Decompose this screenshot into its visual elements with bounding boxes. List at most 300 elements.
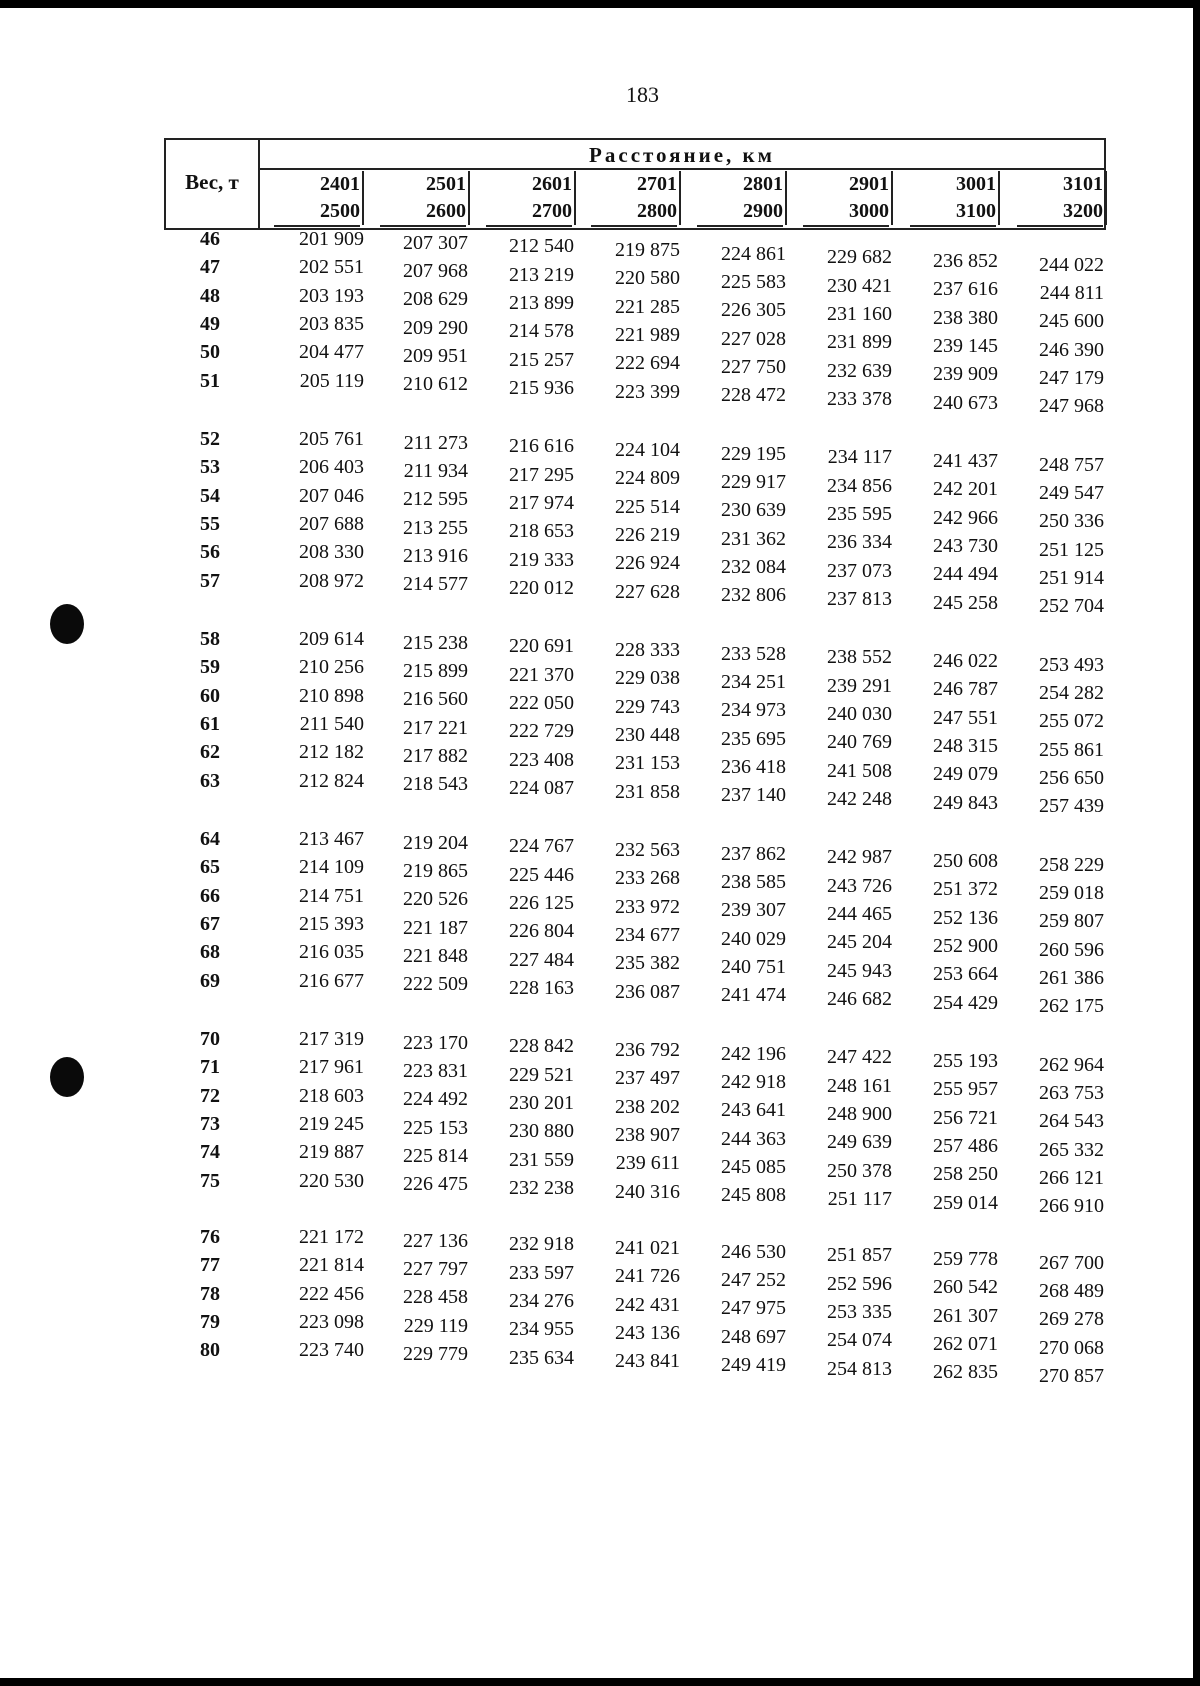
- rate-cell: 260 542: [933, 1276, 998, 1299]
- rate-cell: 228 333: [615, 639, 680, 662]
- weight-cell: 50: [200, 341, 220, 364]
- rate-cell: 234 276: [509, 1289, 574, 1312]
- rate-cell: 205 761: [299, 428, 364, 450]
- rate-cell: 255 861: [1039, 738, 1104, 761]
- rate-cell: 217 961: [299, 1056, 364, 1079]
- weight-cell: 63: [200, 769, 220, 792]
- rate-cell: 242 918: [721, 1071, 786, 1094]
- rate-cell: 240 029: [721, 927, 786, 950]
- rate-cell: 207 968: [403, 259, 468, 282]
- rate-cell: 248 161: [827, 1074, 892, 1097]
- rate-cell: 209 951: [403, 344, 468, 367]
- rate-cell: 241 726: [615, 1265, 680, 1288]
- range-to: 2700: [486, 198, 572, 227]
- rate-cell: 253 493: [1039, 653, 1104, 676]
- rate-cell: 217 882: [403, 744, 468, 767]
- rate-cell: 243 136: [615, 1321, 680, 1344]
- weight-cell: 67: [200, 912, 220, 935]
- rate-cell: 261 307: [933, 1304, 998, 1327]
- rate-cell: 212 824: [299, 769, 364, 792]
- rate-cell: 205 119: [299, 369, 364, 392]
- rate-cell: 245 258: [933, 591, 998, 614]
- rate-cell: 213 255: [403, 516, 468, 539]
- rate-cell: 203 835: [299, 312, 364, 335]
- weight-cell: 66: [200, 884, 220, 907]
- rate-cell: 238 202: [615, 1095, 680, 1118]
- rate-cell: 212 540: [509, 235, 574, 258]
- rate-cell: 220 580: [615, 267, 680, 290]
- distance-range-0: [274, 171, 364, 225]
- distance-range-7: [1017, 171, 1107, 225]
- rate-cell: 232 806: [721, 584, 786, 607]
- rate-cell: 224 087: [509, 776, 574, 799]
- document-page: [0, 8, 1193, 1678]
- rate-cell: 226 219: [615, 523, 680, 546]
- weight-cell: 73: [200, 1112, 220, 1135]
- rate-cell: 239 307: [721, 899, 786, 922]
- rate-cell: 250 336: [1039, 510, 1104, 533]
- rate-cell: 222 050: [509, 691, 574, 714]
- rate-cell: 206 403: [299, 456, 364, 479]
- rate-cell: 244 363: [721, 1127, 786, 1150]
- rate-cell: 228 472: [721, 384, 786, 407]
- rate-cell: 231 899: [827, 331, 892, 354]
- rate-cell: 248 315: [933, 735, 998, 758]
- rate-cell: 234 955: [509, 1318, 574, 1341]
- rate-cell: 221 172: [299, 1226, 364, 1248]
- rate-cell: 236 418: [721, 755, 786, 778]
- rate-cell: 225 446: [509, 863, 574, 886]
- rate-cell: 215 238: [403, 631, 468, 654]
- rate-cell: 233 597: [509, 1261, 574, 1284]
- rate-cell: 209 290: [403, 316, 468, 339]
- rate-cell: 224 809: [615, 467, 680, 490]
- rate-cell: 246 787: [933, 678, 998, 701]
- weight-cell: 80: [200, 1339, 220, 1362]
- rate-cell: 262 964: [1039, 1053, 1104, 1076]
- rate-cell: 219 875: [615, 239, 680, 262]
- rate-cell: 262 175: [1039, 995, 1104, 1018]
- rate-cell: 249 079: [933, 763, 998, 786]
- rate-cell: 238 585: [721, 871, 786, 894]
- rate-cell: 213 899: [509, 291, 574, 314]
- rate-cell: 251 117: [827, 1187, 892, 1210]
- rate-cell: 230 639: [721, 499, 786, 522]
- weight-cell: 78: [200, 1282, 220, 1305]
- rate-cell: 208 972: [299, 569, 364, 592]
- rate-cell: 226 804: [509, 920, 574, 943]
- rate-cell: 244 811: [1039, 282, 1104, 305]
- rate-cell: 227 028: [721, 327, 786, 350]
- rate-cell: 242 431: [615, 1293, 680, 1316]
- rate-cell: 216 560: [403, 688, 468, 711]
- rate-cell: 235 695: [721, 727, 786, 750]
- rate-cell: 247 252: [721, 1269, 786, 1292]
- rate-cell: 248 697: [721, 1325, 786, 1348]
- rate-cell: 227 750: [721, 355, 786, 378]
- rate-cell: 257 439: [1039, 795, 1104, 818]
- rate-cell: 237 862: [721, 842, 786, 865]
- rate-cell: 234 973: [721, 699, 786, 722]
- rate-cell: 252 704: [1039, 595, 1104, 618]
- rate-cell: 227 797: [403, 1257, 468, 1280]
- rate-cell: 267 700: [1039, 1251, 1104, 1274]
- rate-cell: 220 526: [403, 888, 468, 911]
- rate-cell: 262 835: [933, 1361, 998, 1384]
- rate-cell: 242 196: [721, 1042, 786, 1065]
- rate-cell: 208 629: [403, 288, 468, 311]
- rate-cell: 246 390: [1039, 338, 1104, 361]
- weight-cell: 53: [200, 456, 220, 479]
- weight-cell: 79: [200, 1310, 220, 1333]
- rate-cell: 233 972: [615, 895, 680, 918]
- rate-cell: 219 333: [509, 548, 574, 571]
- weight-cell: 46: [200, 228, 220, 250]
- rate-cell: 244 022: [1039, 253, 1104, 276]
- rate-cell: 219 865: [403, 859, 468, 882]
- weight-cell: 65: [200, 856, 220, 879]
- rate-cell: 245 600: [1039, 310, 1104, 333]
- rate-cell: 223 098: [299, 1310, 364, 1333]
- rate-cell: 217 221: [403, 716, 468, 739]
- rate-cell: 233 378: [827, 387, 892, 410]
- rate-cell: 247 968: [1039, 395, 1104, 418]
- rate-cell: 236 852: [933, 250, 998, 273]
- rate-cell: 241 508: [827, 759, 892, 782]
- rate-cell: 260 596: [1039, 938, 1104, 961]
- rate-cell: 248 757: [1039, 453, 1104, 476]
- table-row: [0, 769, 1193, 818]
- rate-cell: 212 182: [299, 741, 364, 764]
- weight-cell: 57: [200, 569, 220, 592]
- rate-cell: 226 475: [403, 1173, 468, 1196]
- rate-cell: 238 907: [615, 1123, 680, 1146]
- distance-range-2: [486, 171, 576, 225]
- rate-cell: 249 843: [933, 791, 998, 814]
- rate-cell: 222 509: [403, 973, 468, 996]
- rate-cell: 255 957: [933, 1078, 998, 1101]
- rate-cell: 229 743: [615, 695, 680, 718]
- distance-range-3: [591, 171, 681, 225]
- range-to: 3100: [910, 198, 996, 227]
- rate-cell: 229 779: [403, 1342, 468, 1365]
- rate-cell: 259 778: [933, 1248, 998, 1271]
- distance-header: Расстояние, км: [589, 143, 775, 167]
- rate-cell: 248 900: [827, 1103, 892, 1126]
- rate-cell: 240 673: [933, 391, 998, 414]
- rate-cell: 256 721: [933, 1106, 998, 1129]
- range-from: 2501: [426, 173, 466, 195]
- rate-cell: 207 307: [403, 231, 468, 254]
- rate-cell: 242 248: [827, 787, 892, 810]
- rate-cell: 249 639: [827, 1131, 892, 1154]
- distance-range-4: [697, 171, 787, 225]
- distance-range-5: [803, 171, 893, 225]
- rate-cell: 216 677: [299, 969, 364, 992]
- rate-cell: 242 987: [827, 846, 892, 869]
- rate-cell: 204 477: [299, 341, 364, 364]
- rate-cell: 229 119: [403, 1314, 468, 1337]
- rate-cell: 236 334: [827, 531, 892, 554]
- rate-cell: 252 900: [933, 935, 998, 958]
- range-from: 3101: [1063, 173, 1103, 195]
- rate-cell: 234 251: [721, 671, 786, 694]
- rate-cell: 229 521: [509, 1063, 574, 1086]
- rate-cell: 244 494: [933, 563, 998, 586]
- rate-cell: 226 924: [615, 552, 680, 575]
- rate-cell: 237 813: [827, 587, 892, 610]
- rate-cell: 246 022: [933, 650, 998, 673]
- rate-cell: 243 726: [827, 874, 892, 897]
- range-to: 3000: [803, 198, 889, 227]
- rate-cell: 215 899: [403, 659, 468, 682]
- rate-cell: 240 769: [827, 731, 892, 754]
- rate-cell: 232 238: [509, 1176, 574, 1199]
- rate-cell: 257 486: [933, 1135, 998, 1158]
- rate-cell: 227 484: [509, 948, 574, 971]
- rate-cell: 232 084: [721, 555, 786, 578]
- weight-cell: 72: [200, 1084, 220, 1107]
- rate-cell: 239 909: [933, 363, 998, 386]
- range-to: 2900: [697, 198, 783, 227]
- rate-cell: 251 857: [827, 1244, 892, 1267]
- rate-cell: 245 943: [827, 959, 892, 982]
- rate-cell: 254 074: [827, 1329, 892, 1352]
- rate-cell: 228 458: [403, 1286, 468, 1309]
- rate-cell: 218 603: [299, 1084, 364, 1107]
- rate-cell: 229 038: [615, 667, 680, 690]
- rate-cell: 221 370: [509, 663, 574, 686]
- rate-cell: 254 282: [1039, 682, 1104, 705]
- rate-cell: 201 909: [299, 228, 364, 250]
- rate-cell: 252 596: [827, 1272, 892, 1295]
- rate-cell: 233 268: [615, 867, 680, 890]
- rate-cell: 249 419: [721, 1353, 786, 1376]
- rate-cell: 256 650: [1039, 767, 1104, 790]
- rate-cell: 259 807: [1039, 910, 1104, 933]
- rate-cell: 217 295: [509, 463, 574, 486]
- rate-cell: 213 467: [299, 828, 364, 850]
- rate-cell: 220 530: [299, 1169, 364, 1192]
- rate-cell: 214 578: [509, 320, 574, 343]
- weight-cell: 52: [200, 428, 220, 450]
- rate-cell: 245 085: [721, 1155, 786, 1178]
- rate-cell: 258 250: [933, 1163, 998, 1186]
- rate-cell: 222 694: [615, 352, 680, 375]
- rate-cell: 258 229: [1039, 853, 1104, 876]
- rate-cell: 264 543: [1039, 1110, 1104, 1133]
- distance-range-6: [910, 171, 1000, 225]
- rate-cell: 247 975: [721, 1297, 786, 1320]
- rate-cell: 237 497: [615, 1067, 680, 1090]
- rate-cell: 251 125: [1039, 538, 1104, 561]
- rate-cell: 232 639: [827, 359, 892, 382]
- rate-cell: 217 319: [299, 1028, 364, 1050]
- range-to: 2800: [591, 198, 677, 227]
- rate-cell: 211 273: [403, 431, 468, 454]
- rate-cell: 227 136: [403, 1229, 468, 1252]
- rate-cell: 240 030: [827, 703, 892, 726]
- weight-cell: 71: [200, 1056, 220, 1079]
- rate-cell: 237 616: [933, 278, 998, 301]
- rate-cell: 223 399: [615, 380, 680, 403]
- rate-cell: 253 335: [827, 1301, 892, 1324]
- rate-cell: 228 842: [509, 1035, 574, 1058]
- rate-cell: 218 653: [509, 520, 574, 543]
- range-from: 2901: [849, 173, 889, 195]
- rate-cell: 225 814: [403, 1144, 468, 1167]
- rate-cell: 220 691: [509, 635, 574, 658]
- weight-cell: 64: [200, 828, 220, 850]
- rate-cell: 231 153: [615, 752, 680, 775]
- rate-cell: 270 857: [1039, 1365, 1104, 1388]
- rate-cell: 232 563: [615, 839, 680, 862]
- rate-cell: 251 914: [1039, 567, 1104, 590]
- rate-cell: 231 362: [721, 527, 786, 550]
- rate-cell: 249 547: [1039, 482, 1104, 505]
- rate-cell: 224 861: [721, 242, 786, 265]
- rate-cell: 228 163: [509, 976, 574, 999]
- weight-cell: 74: [200, 1141, 220, 1164]
- rate-cell: 224 492: [403, 1088, 468, 1111]
- rate-cell: 211 934: [403, 459, 468, 482]
- rate-cell: 232 918: [509, 1233, 574, 1256]
- table-row: [0, 969, 1193, 1018]
- range-to: 3200: [1017, 198, 1103, 227]
- rate-cell: 270 068: [1039, 1336, 1104, 1359]
- rate-cell: 242 966: [933, 506, 998, 529]
- weight-cell: 76: [200, 1226, 220, 1248]
- weight-cell: 61: [200, 712, 220, 735]
- rate-cell: 235 382: [615, 952, 680, 975]
- weight-cell: 68: [200, 941, 220, 964]
- rate-cell: 221 814: [299, 1254, 364, 1277]
- rate-cell: 241 021: [615, 1237, 680, 1260]
- rate-cell: 242 201: [933, 478, 998, 501]
- rate-cell: 221 285: [615, 295, 680, 318]
- rate-cell: 243 641: [721, 1099, 786, 1122]
- range-from: 2801: [743, 173, 783, 195]
- rate-cell: 239 145: [933, 335, 998, 358]
- rate-cell: 247 422: [827, 1046, 892, 1069]
- rate-cell: 247 551: [933, 706, 998, 729]
- weight-cell: 60: [200, 684, 220, 707]
- weight-cell: 59: [200, 656, 220, 679]
- weight-cell: 54: [200, 484, 220, 507]
- rate-cell: 216 035: [299, 941, 364, 964]
- rate-cell: 259 018: [1039, 882, 1104, 905]
- rate-cell: 236 792: [615, 1039, 680, 1062]
- rate-cell: 247 179: [1039, 367, 1104, 390]
- rate-cell: 214 577: [403, 573, 468, 596]
- rate-cell: 227 628: [615, 580, 680, 603]
- weight-cell: 55: [200, 512, 220, 535]
- rate-cell: 213 219: [509, 263, 574, 286]
- rate-cell: 207 688: [299, 512, 364, 535]
- rate-cell: 219 204: [403, 831, 468, 854]
- rate-cell: 234 856: [827, 474, 892, 497]
- rate-cell: 221 989: [615, 323, 680, 346]
- rate-cell: 255 072: [1039, 710, 1104, 733]
- weight-cell: 49: [200, 312, 220, 335]
- weight-cell: 62: [200, 741, 220, 764]
- page-number: 183: [626, 82, 659, 107]
- header-rule: [258, 168, 1104, 170]
- rate-cell: 223 170: [403, 1031, 468, 1054]
- rate-cell: 229 195: [721, 442, 786, 465]
- rate-cell: 215 936: [509, 376, 574, 399]
- rate-cell: 234 677: [615, 923, 680, 946]
- rate-cell: 241 474: [721, 984, 786, 1007]
- rate-cell: 252 136: [933, 906, 998, 929]
- rate-cell: 215 257: [509, 348, 574, 371]
- rate-cell: 208 330: [299, 541, 364, 564]
- rate-cell: 211 540: [299, 712, 364, 735]
- weight-cell: 56: [200, 541, 220, 564]
- rate-cell: 222 456: [299, 1282, 364, 1305]
- rate-cell: 262 071: [933, 1333, 998, 1356]
- rate-cell: 254 429: [933, 991, 998, 1014]
- rate-cell: 236 087: [615, 980, 680, 1003]
- rate-cell: 231 559: [509, 1148, 574, 1171]
- weight-column-header: Вес, т: [185, 170, 239, 194]
- rate-cell: 245 204: [827, 931, 892, 954]
- rate-cell: 212 595: [403, 488, 468, 511]
- range-from: 3001: [956, 173, 996, 195]
- rate-cell: 226 125: [509, 891, 574, 914]
- rate-cell: 266 910: [1039, 1195, 1104, 1218]
- rate-cell: 233 528: [721, 642, 786, 665]
- rate-cell: 210 898: [299, 684, 364, 707]
- rate-cell: 239 611: [615, 1152, 680, 1175]
- rate-cell: 240 316: [615, 1180, 680, 1203]
- rate-cell: 255 193: [933, 1050, 998, 1073]
- rate-cell: 220 012: [509, 576, 574, 599]
- rate-cell: 250 608: [933, 850, 998, 873]
- rate-cell: 225 583: [721, 271, 786, 294]
- rate-cell: 237 073: [827, 559, 892, 582]
- rate-cell: 237 140: [721, 784, 786, 807]
- rate-cell: 245 808: [721, 1184, 786, 1207]
- weight-cell: 70: [200, 1028, 220, 1050]
- rate-cell: 230 201: [509, 1091, 574, 1114]
- range-from: 2601: [532, 173, 572, 195]
- rate-cell: 225 514: [615, 495, 680, 518]
- rate-cell: 239 291: [827, 674, 892, 697]
- rate-cell: 210 256: [299, 656, 364, 679]
- rate-cell: 209 614: [299, 628, 364, 650]
- range-to: 2500: [274, 198, 360, 227]
- weight-cell: 51: [200, 369, 220, 392]
- rate-cell: 214 751: [299, 884, 364, 907]
- rate-cell: 214 109: [299, 856, 364, 879]
- rate-cell: 223 408: [509, 748, 574, 771]
- rate-cell: 230 448: [615, 723, 680, 746]
- rate-cell: 243 730: [933, 535, 998, 558]
- rate-cell: 229 917: [721, 471, 786, 494]
- rate-cell: 265 332: [1039, 1138, 1104, 1161]
- distance-range-1: [380, 171, 470, 225]
- rate-cell: 223 831: [403, 1059, 468, 1082]
- weight-cell: 69: [200, 969, 220, 992]
- rate-cell: 268 489: [1039, 1280, 1104, 1303]
- rate-cell: 207 046: [299, 484, 364, 507]
- rate-cell: 222 729: [509, 720, 574, 743]
- weight-cell: 48: [200, 284, 220, 307]
- rate-cell: 269 278: [1039, 1308, 1104, 1331]
- rate-cell: 221 848: [403, 944, 468, 967]
- rate-cell: 210 612: [403, 373, 468, 396]
